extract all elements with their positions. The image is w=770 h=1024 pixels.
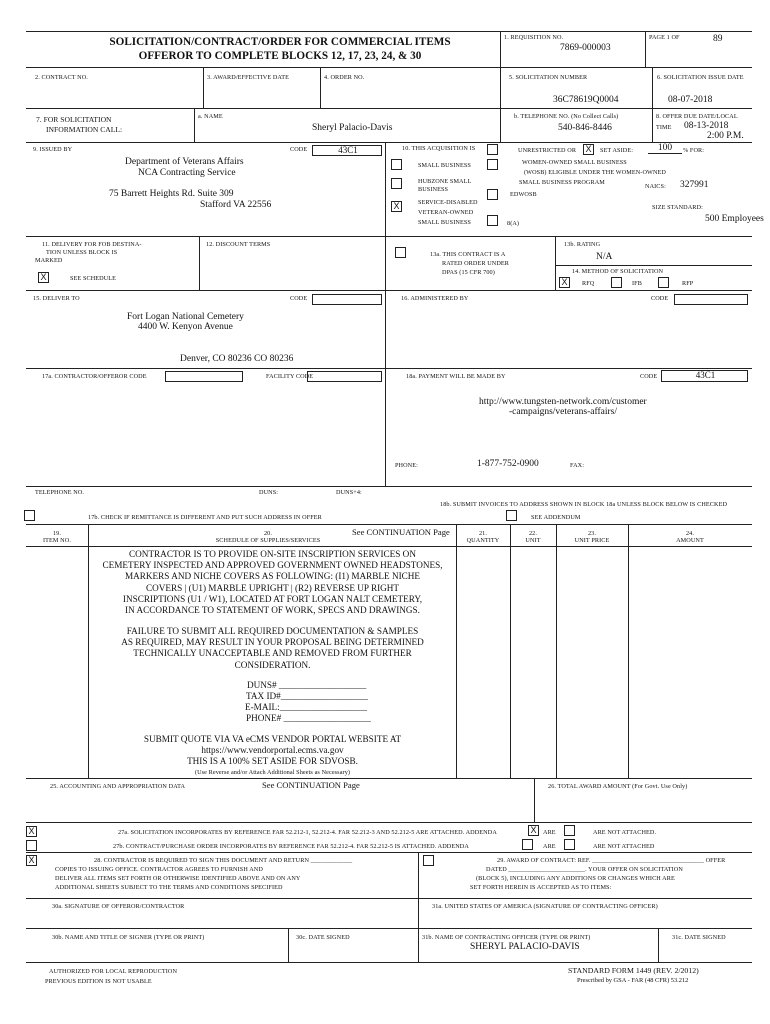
deliver-line-3: Denver, CO 80236 CO 80236	[180, 354, 294, 364]
col-item-no-2: ITEM NO.	[43, 537, 71, 544]
rule	[26, 368, 752, 369]
rule	[26, 290, 752, 291]
ifb-checkbox[interactable]	[611, 277, 622, 288]
sdvosb-label-1: SERVICE-DISABLED	[418, 199, 478, 206]
total-award-label: 26. TOTAL AWARD AMOUNT (For Govt. Use Only)	[548, 783, 688, 790]
payment-fax-label: FAX:	[570, 462, 585, 469]
info-call-label-2: INFORMATION CALL:	[46, 125, 123, 134]
rule	[456, 524, 457, 778]
facility-code-label: FACILITY CODE	[266, 373, 314, 380]
form-number: STANDARD FORM 1449 (REV. 2/2012)	[568, 966, 699, 975]
small-business-label: SMALL BUSINESS	[418, 162, 471, 169]
payment-url-1[interactable]: http://www.tungsten-network.com/customer	[479, 397, 647, 407]
29-line-4: SET FORTH HEREIN IS ACCEPTED AS TO ITEMS:	[470, 884, 612, 891]
col-unit-price-2: UNIT PRICE	[574, 537, 610, 544]
29-line-2: DATED ________________________. YOUR OFFER ON SOLICITATION	[486, 866, 683, 873]
27b-checkbox[interactable]	[26, 840, 37, 851]
phone-label: b. TELEPHONE NO. (No Collect Calls)	[514, 113, 619, 120]
sdvosb-checkbox[interactable]: X	[391, 201, 402, 212]
award-date-label: 3. AWARD/EFFECTIVE DATE	[207, 74, 290, 81]
acquisition-label: 10. THIS ACQUISITION IS	[402, 145, 476, 152]
rule	[26, 546, 752, 547]
rated-label-2: RATED ORDER UNDER	[442, 260, 510, 267]
contractor-label: 17a. CONTRACTOR/OFFEROR CODE	[42, 373, 147, 380]
rated-label-1: 13a. THIS CONTRACT IS A	[430, 251, 506, 258]
deliver-code-value[interactable]	[312, 294, 382, 305]
payment-code-label: CODE	[640, 373, 658, 380]
see-addendum-label: SEE ADDENDUM	[531, 514, 581, 521]
due-date-value[interactable]: 08-13-2018	[684, 121, 729, 131]
col-unit: 22.	[528, 530, 538, 537]
schedule-description: CONTRACTOR IS TO PROVIDE ON-SITE INSCRIPTION SERVICES ON CEMETERY INSPECTED AND APPROVED GOVERNMENT OWNED HEADSTONES, MARKERS AND NICHE COVERS AS FOLLOWING: (I1) MARBLE NICHE COVERS | (U1) MARBLE UPRIGHT | (R2) REVERSE UP RIGHT INSCRIPTIONS (U1 / W1), LOCATED AT FORT LOGAN NALT CEMETERY, IN ACCORDANCE TO STATEMENT OF WORK, SPECS AND DRAWINGS.	[102, 549, 443, 616]
unrestricted-label: UNRESTRICTED OR	[518, 147, 577, 154]
col-item-no: 19.	[52, 530, 62, 537]
rating-label: 13b. RATING	[564, 241, 601, 248]
pct-for-label: % FOR:	[683, 147, 705, 154]
name-label: a. NAME	[198, 113, 223, 120]
deliver-code-label: CODE	[290, 295, 308, 302]
addendum-checkbox[interactable]	[506, 510, 517, 521]
rfp-checkbox[interactable]	[658, 277, 669, 288]
wosb-checkbox[interactable]	[487, 159, 498, 170]
top-border	[26, 31, 752, 32]
28-line-2: COPIES TO ISSUING OFFICE. CONTRACTOR AGREES TO FURNISH AND	[55, 866, 263, 873]
edwosb-checkbox[interactable]	[487, 189, 498, 200]
29-line-3: (BLOCK 5), INCLUDING ANY ADDITIONS OR CHANGES WHICH ARE	[476, 875, 675, 882]
naics-value[interactable]: 327991	[680, 180, 709, 190]
col-amount: 24.	[685, 530, 695, 537]
wosb-label-3: SMALL BUSINESS PROGRAM	[519, 179, 605, 186]
28-line-1: 28. CONTRACTOR IS REQUIRED TO SIGN THIS DOCUMENT AND RETURN _____________	[94, 857, 353, 864]
27a-label: 27a. SOLICITATION INCORPORATES BY REFERENCE FAR 52.212-1, 52.212-4. FAR 52.212-3 AND 52.212-5 ARE ATTACHED. ADDENDA	[118, 829, 497, 836]
small-business-checkbox[interactable]	[391, 159, 402, 170]
rated-label-3: DPAS (15 CFR 700)	[442, 269, 495, 276]
footer-left-2: PREVIOUS EDITION IS NOT USABLE	[45, 978, 152, 985]
27a-checkbox[interactable]: X	[26, 826, 37, 837]
duns4-label: DUNS+4:	[336, 489, 362, 496]
27a-are-label: ARE	[543, 829, 556, 836]
27b-are-label: ARE	[543, 843, 556, 850]
administered-by-label: 16. ADMINISTERED BY	[401, 295, 469, 302]
rule	[645, 31, 646, 67]
hubzone-label-1: HUBZONE SMALL	[418, 178, 472, 185]
31c-label: 31c. DATE SIGNED	[672, 934, 726, 941]
payment-url-2[interactable]: -campaigns/veterans-affairs/	[509, 407, 617, 417]
eight-a-checkbox[interactable]	[487, 215, 498, 226]
rule	[385, 142, 386, 486]
time-label: TIME	[656, 124, 672, 131]
page-total: 89	[713, 34, 723, 44]
due-date-label: 8. OFFER DUE DATE/LOCAL	[656, 113, 738, 120]
issuer-line-4: Stafford VA 22556	[200, 200, 272, 210]
schedule-failure-note: FAILURE TO SUBMIT ALL REQUIRED DOCUMENTATION & SAMPLES AS REQUIRED, MAY RESULT IN YOUR PROPOSAL BEING DETERMINED TECHNICALLY UNACCEPTABLE AND REMOVED FROM FURTHER CONSIDERATION.	[121, 626, 424, 670]
30b-label: 30b. NAME AND TITLE OF SIGNER (TYPE OR PRINT)	[52, 934, 205, 941]
rule	[26, 486, 752, 487]
duns-line[interactable]: DUNS# ___________________	[247, 680, 367, 690]
col-unit-price: 23.	[587, 530, 597, 537]
deliver-to-label: 15. DELIVER TO	[33, 295, 80, 302]
27b-label: 27b. CONTRACT/PURCHASE ORDER INCORPORATES BY REFERENCE FAR 52.212-4. FAR 52.212-5 IS ATTACHED. ADDENDA	[113, 843, 469, 850]
solicitation-no-value[interactable]: 36C78619Q0004	[553, 95, 619, 105]
due-time-value[interactable]: 2:00 P.M.	[707, 131, 744, 141]
page-label: PAGE 1 OF	[649, 34, 680, 41]
col-quantity: 21.	[478, 530, 488, 537]
bottom-border	[26, 962, 752, 963]
wosb-label-1: WOMEN-OWNED SMALL BUSINESS	[522, 159, 627, 166]
issuer-line-2: NCA Contracting Service	[138, 168, 236, 178]
sdvosb-label-3: SMALL BUSINESS	[418, 219, 471, 226]
rule	[418, 852, 419, 962]
31a-label: 31a. UNITED STATES OF AMERICA (SIGNATURE OF CONTRACTING OFFICER)	[432, 903, 658, 910]
issued-by-label: 9. ISSUED BY	[33, 146, 73, 153]
hubzone-label-2: BUSINESS	[418, 186, 449, 193]
acq-blank-checkbox[interactable]	[487, 144, 498, 155]
27b-are-checkbox[interactable]	[522, 839, 533, 850]
rule	[199, 236, 200, 290]
rule	[26, 142, 752, 143]
col-quantity-2: QUANTITY	[466, 537, 500, 544]
size-standard-value[interactable]: 500 Employees	[705, 214, 764, 224]
wosb-label-2: (WOSB) ELIGIBLE UNDER THE WOMEN-OWNED	[524, 169, 666, 176]
payment-code-value[interactable]: 43C1	[661, 370, 748, 382]
eight-a-label: 8(A)	[507, 220, 520, 227]
27a-are-checkbox[interactable]: X	[528, 825, 539, 836]
rule	[534, 778, 535, 822]
unrestricted-checkbox[interactable]: X	[583, 144, 594, 155]
size-standard-label: SIZE STANDARD:	[652, 204, 703, 211]
29-checkbox[interactable]	[423, 855, 434, 866]
rule	[510, 524, 511, 778]
see-continuation-25: See CONTINUATION Page	[262, 780, 360, 790]
issued-code-label: CODE	[290, 146, 308, 153]
rule	[288, 928, 289, 962]
rule	[26, 898, 752, 899]
rule	[26, 108, 752, 109]
col-unit-2: UNIT	[525, 537, 541, 544]
rfq-label: RFQ	[582, 280, 595, 287]
rule	[203, 67, 204, 108]
27a-are-not-label: ARE NOT ATTACHED.	[593, 829, 657, 836]
email-line[interactable]: E-MAIL:___________________	[245, 702, 367, 712]
rule	[26, 524, 752, 525]
taxid-line[interactable]: TAX ID#___________________	[246, 691, 369, 701]
rule	[556, 524, 557, 778]
rfp-label: RFP	[682, 280, 694, 287]
order-no-label: 4. ORDER NO.	[324, 74, 365, 81]
rule	[500, 67, 501, 142]
rule	[555, 265, 752, 266]
28-line-3: DELIVER ALL ITEMS SET FORTH OR OTHERWISE IDENTIFIED ABOVE AND ON ANY	[55, 875, 301, 882]
rule	[658, 928, 659, 962]
submit-invoices-label: 18b. SUBMIT INVOICES TO ADDRESS SHOWN IN BLOCK 18a UNLESS BLOCK BELOW IS CHECKED	[440, 501, 728, 508]
col-amount-2: AMOUNT	[676, 537, 704, 544]
see-continuation-20: See CONTINUATION Page	[352, 527, 450, 537]
form-subtitle: OFFEROR TO COMPLETE BLOCKS 12, 17, 23, 24, & 30	[138, 50, 422, 62]
27b-are-not-checkbox[interactable]	[564, 839, 575, 850]
set-aside-label: SET ASIDE:	[600, 147, 634, 154]
edwosb-label: EDWOSB	[510, 191, 537, 198]
admin-code-label: CODE	[651, 295, 669, 302]
28-checkbox[interactable]: X	[26, 855, 37, 866]
contact-phone[interactable]: 540-846-8446	[558, 123, 612, 133]
31b-label: 31b. NAME OF CONTRACTING OFFICER (TYPE OR PRINT)	[422, 934, 591, 941]
duns-label: DUNS:	[259, 489, 279, 496]
telephone-label: TELEPHONE NO.	[35, 489, 85, 496]
rule	[500, 31, 501, 67]
rule	[555, 236, 556, 290]
rule	[628, 524, 629, 778]
info-call-label: 7. FOR SOLICITATION	[36, 115, 112, 124]
prescribed-by: Prescribed by GSA - FAR (48 CFR) 53.212	[577, 977, 689, 984]
col-schedule-2: SCHEDULE OF SUPPLIES/SERVICES	[215, 537, 321, 544]
solicitation-no-label: 5. SOLICITATION NUMBER	[509, 74, 588, 81]
payment-phone-label: PHONE:	[395, 462, 418, 469]
issuer-line-1: Department of Veterans Affairs	[125, 157, 244, 167]
see-schedule-checkbox[interactable]: X	[38, 272, 49, 283]
footer-left-1: AUTHORIZED FOR LOCAL REPRODUCTION	[49, 968, 178, 975]
payment-label: 18a. PAYMENT WILL BE MADE BY	[406, 373, 506, 380]
form-title: SOLICITATION/CONTRACT/ORDER FOR COMMERCIAL ITEMS	[109, 36, 451, 48]
rule	[26, 928, 752, 929]
29-line-1: 29. AWARD OF CONTRACT: REF. ___________________________________ OFFER	[497, 857, 726, 864]
delivery-label-2: TION UNLESS BLOCK IS	[46, 249, 118, 256]
issue-date-label: 6. SOLICITATION ISSUE DATE	[657, 74, 744, 81]
ifb-label: IFB	[632, 280, 642, 287]
schedule-submit-note: SUBMIT QUOTE VIA VA eCMS VENDOR PORTAL WEBSITE AT https://www.vendorportal.ecms.va.gov THIS IS A 100% SET ASIDE FOR SDVOSB.	[143, 734, 402, 767]
requisition-value[interactable]: 7869-000003	[560, 43, 611, 53]
27b-are-not-label: ARE NOT ATTACHED	[593, 843, 655, 850]
rated-order-checkbox[interactable]	[395, 247, 406, 258]
sdvosb-label-2: VETERAN-OWNED	[418, 209, 474, 216]
issuer-line-3: 75 Barrett Heights Rd. Suite 309	[109, 189, 234, 199]
deliver-line-2: 4400 W. Kenyon Avenue	[138, 322, 233, 332]
rfq-checkbox[interactable]: X	[559, 277, 570, 288]
rating-value[interactable]: N/A	[596, 252, 613, 262]
issued-code-value[interactable]: 43C1	[312, 145, 382, 156]
27a-are-not-checkbox[interactable]	[564, 825, 575, 836]
contact-name[interactable]: Sheryl Palacio-Davis	[312, 123, 393, 133]
28-line-4: ADDITIONAL SHEETS SUBJECT TO THE TERMS AND CONDITIONS SPECIFIED	[55, 884, 283, 891]
contractor-code-input[interactable]	[165, 371, 243, 382]
method-label: 14. METHOD OF SOLICITATION	[572, 268, 664, 275]
rule	[320, 67, 321, 108]
rule	[26, 236, 752, 237]
deliver-line-1: Fort Logan National Cemetery	[127, 312, 244, 322]
rule	[88, 524, 89, 778]
issue-date-value[interactable]: 08-07-2018	[668, 95, 713, 105]
phone-line[interactable]: PHONE# ___________________	[246, 713, 371, 723]
naics-label: NAICS:	[645, 183, 666, 190]
30c-label: 30c. DATE SIGNED	[296, 934, 350, 941]
col-schedule: 20.	[263, 530, 273, 537]
30a-label: 30a. SIGNATURE OF OFFEROR/CONTRACTOR	[52, 903, 185, 910]
rule	[26, 822, 752, 823]
admin-code-value[interactable]	[674, 294, 748, 305]
rule	[652, 67, 653, 142]
rule	[26, 67, 752, 68]
discount-terms-label: 12. DISCOUNT TERMS	[206, 241, 271, 248]
requisition-label: 1. REQUISITION NO.	[504, 34, 564, 41]
contract-no-label: 2. CONTRACT NO.	[35, 74, 88, 81]
facility-code-input[interactable]	[307, 371, 382, 382]
see-schedule-label: SEE SCHEDULE	[70, 275, 117, 282]
reverse-note: (Use Reverse and/or Attach Additional Sheets as Necessary)	[194, 769, 351, 776]
hubzone-checkbox[interactable]	[391, 178, 402, 189]
delivery-label-3: MARKED	[35, 257, 63, 264]
payment-phone-value[interactable]: 1-877-752-0900	[477, 459, 539, 469]
remittance-label: 17b. CHECK IF REMITTANCE IS DIFFERENT AND PUT SUCH ADDRESS IN OFFER	[88, 514, 322, 521]
rule	[26, 778, 752, 779]
remittance-checkbox[interactable]	[24, 510, 35, 521]
rule	[194, 108, 195, 142]
contracting-officer-name[interactable]: SHERYL PALACIO-DAVIS	[470, 942, 580, 952]
accounting-label: 25. ACCOUNTING AND APPROPRIATION DATA	[50, 783, 186, 790]
rule	[26, 852, 752, 853]
delivery-label-1: 11. DELIVERY FOR FOB DESTINA-	[42, 241, 142, 248]
set-aside-percent[interactable]: 100	[648, 143, 682, 154]
